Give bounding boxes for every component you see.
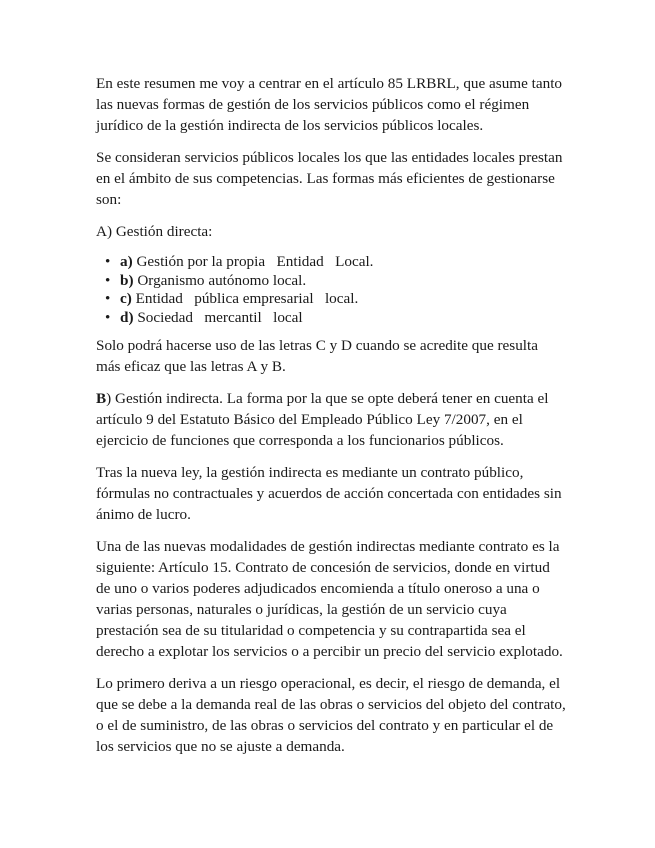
list-item-text: Sociedad mercantil local <box>133 308 303 326</box>
paragraph-intro: En este resumen me voy a centrar en el artículo 85 LRBRL, que asume tanto las nuevas formas de gestión de los servicios públicos como el régimen jurídico de la gestión indirecta de los servicios públicos locales. <box>96 75 563 134</box>
paragraph-operational-risk: Lo primero deriva a un riesgo operacional, es decir, el riesgo de demanda, el que se debe a la demanda real de las obras o servicios del objeto del contrato, o el de suministro, de las obras o servicios del contrato y en particular el de los servicios que no se ajuste a demanda. <box>96 675 566 755</box>
bullet-icon: • <box>105 308 111 326</box>
section-heading-gestion-directa: A) Gestión directa: <box>96 223 213 240</box>
list-item-text: Gestión por la propia Entidad Local. <box>132 253 374 270</box>
paragraph-gestion-indirecta-text: ) Gestión indirecta. La forma por la que se opte deberá tener en cuenta el artículo 9 del Estatuto Básico del Empleado Público Ley 7/2007, en el ejercicio de funciones que corresponda a los funcionarios públicos. <box>96 390 549 449</box>
list-item <box>105 253 566 272</box>
management-forms-list <box>96 253 566 327</box>
list-item <box>105 290 566 309</box>
list-item <box>105 271 566 291</box>
paragraph-new-law: Tras la nueva ley, la gestión indirecta es mediante un contrato público, fórmulas no contractuales y acuerdos de acción concertada con entidades sin ánimo de lucro. <box>96 464 562 523</box>
bullet-icon: • <box>105 290 111 307</box>
paragraph-efficiency-note: Solo podrá hacerse uso de las letras C y D cuando se acredite que resulta más eficaz que las letras A y B. <box>96 337 538 375</box>
document-page <box>96 73 566 768</box>
paragraph-definition: Se consideran servicios públicos locales los que las entidades locales prestan en el ámbito de sus competencias. Las formas más eficientes de gestionarse son: <box>96 149 563 208</box>
list-item-letter: b) <box>120 271 134 289</box>
list-item-letter: c) <box>120 290 132 307</box>
list-item-text: Organismo autónomo local. <box>133 271 307 289</box>
section-letter-b: B <box>96 390 107 407</box>
paragraph-concession-contract: Una de las nuevas modalidades de gestión indirectas mediante contrato es la siguiente: Artículo 15. Contrato de concesión de servicios, donde en virtud de uno o varios poderes adjudicados encomienda a título oneroso a una o varias personas, naturales o jurídicas, la gestión de un servicio cuya prestación sea de su titularidad o competencia y su contrapartida sea el derecho a explotar los servicios o a percibir un precio del servicio explotado. <box>96 538 563 660</box>
list-item-letter: a) <box>120 253 133 270</box>
bullet-icon: • <box>105 271 111 289</box>
list-item-text: Entidad pública empresarial local. <box>131 290 359 307</box>
list-item-letter: d) <box>120 308 134 326</box>
bullet-icon: • <box>105 253 111 270</box>
paragraph-gestion-indirecta <box>96 388 566 451</box>
list-item <box>105 308 566 328</box>
